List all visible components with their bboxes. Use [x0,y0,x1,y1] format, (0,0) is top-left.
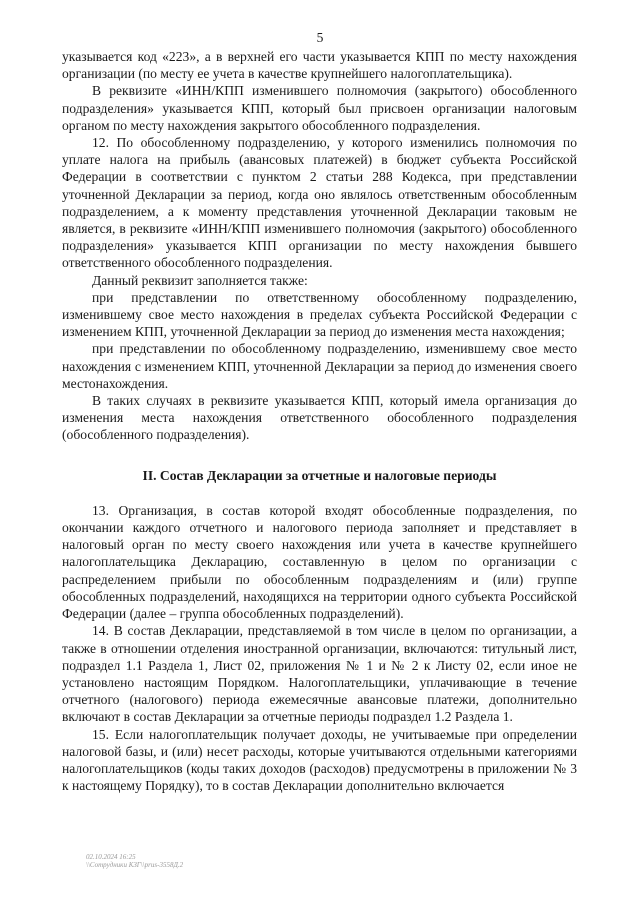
paragraph: при представлении по обособленному подразделению, изменившему свое место нахождения с изменением КПП, уточненной Декларации за период до изменения своего местонахождения. [62,341,577,391]
paragraph: В реквизите «ИНН/КПП изменившего полномочия (закрытого) обособленного подразделения» указывается КПП, который был присвоен организации налоговым органом по месту нахождения закрытого обособленного подразделения. [62,83,577,133]
section-title: II. Состав Декларации за отчетные и налоговые периоды [142,467,497,483]
paragraph: 15. Если налогоплательщик получает доходы, не учитываемые при определении налоговой базы, и (или) несет расходы, которые учитываются отдельными категориями налогоплательщиков (коды таких доходов (расходов) предусмотрены в приложении № 3 к настоящему Порядку), то в состав Декларации дополнительно включается [62,726,577,794]
document-stamp [86,853,183,869]
paragraph: 12. По обособленному подразделению, у которого изменились полномочия по уплате налога на прибыль (авансовых платежей) в бюджет субъекта Российской Федерации в соответствии с пунктом 2 статьи 288 Кодекса, при представлении уточненной Декларации за период, когда оно являлось ответственным обособленным подразделением, а к моменту представления уточненной Декларации таковым не является, в реквизите «ИНН/КПП изменившего полномочия (закрытого) обособленного подразделения» указывается КПП организации по месту нахождения бывшего ответственного обособленного подразделения. [62,135,577,271]
paragraph: указывается код «223», а в верхней его части указывается КПП по месту нахождения организации (по месту ее учета в качестве крупнейшего налогоплательщика). [62,49,577,82]
page-number: 5 [316,30,324,45]
stamp-path: \\Сотрудники КЗГ\\prus-3558Д.2 [86,861,184,869]
document-body [62,48,577,794]
paragraph: Данный реквизит заполняется также: [92,272,308,288]
paragraph: при представлении по ответственному обособленному подразделению, изменившему свое место нахождения в пределах субъекта Российской Федерации с изменением КПП, уточненной Декларации за период до изменения места нахождения; [62,289,577,340]
paragraph: 13. Организация, в состав которой входят обособленные подразделения, по окончании каждого отчетного и налогового периода заполняет и представляет в налоговый орган по месту своего нахождения или учета в качестве крупнейшего налогоплательщика Декларацию, составленную в целом по организации с распределением прибыли по обособленным подразделениям и (или) группе обособленных подразделений, находящихся на территории одного субъекта Российской Федерации (далее – группа обособленных подразделений). [62,502,577,622]
paragraph: В таких случаях в реквизите указывается КПП, который имела организация до изменения места нахождения ответственного обособленного подразделения (обособленного подразделения). [62,393,577,443]
paragraph: 14. В состав Декларации, представляемой в том числе в целом по организации, а также в отношении отделения иностранной организации, включаются: титульный лист, подраздел 1.1 Раздела 1, Лист 02, приложения № 1 и № 2 к Листу 02, если иное не установлено настоящим Порядком. Налогоплательщики, уплачивающие в течение отчетного (налогового) периода ежемесячные авансовые платежи, дополнительно включают в состав Декларации за отчетные периоды подраздел 1.2 Раздела 1. [62,623,577,725]
stamp-date: 02.10.2024 16:25 [86,853,136,861]
